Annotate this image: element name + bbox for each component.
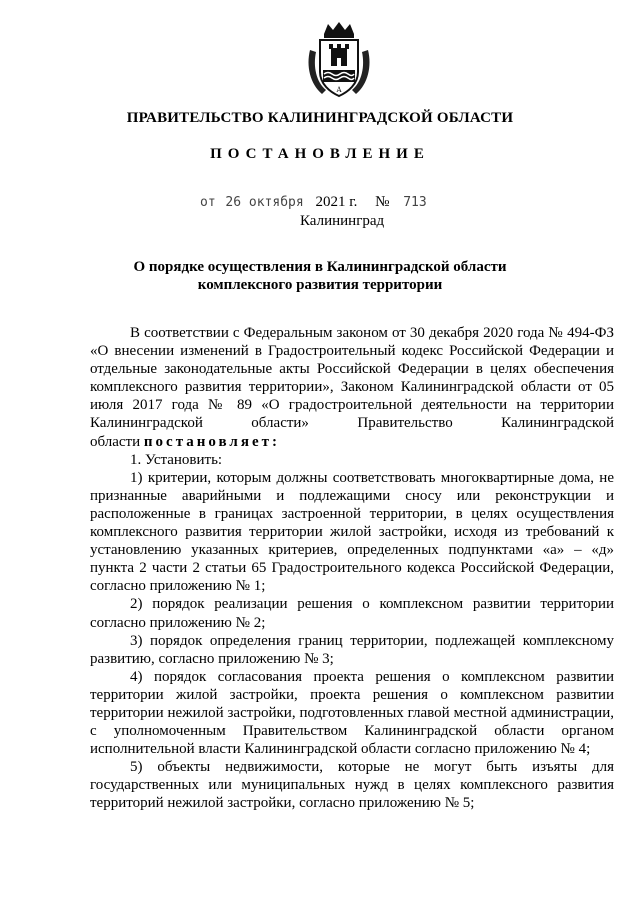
document-title	[0, 258, 640, 294]
organization-name: ПРАВИТЕЛЬСТВО КАЛИНИНГРАДСКОЙ ОБЛАСТИ	[126, 110, 514, 126]
svg-text:A: A	[336, 86, 342, 94]
title-line-1: О порядке осуществления в Калининградской области	[133, 259, 507, 275]
document-type: ПОСТАНОВЛЕНИЕ	[210, 146, 430, 162]
title-line-2: комплексного развития территории	[197, 277, 443, 293]
subitem-4: 4) порядок согласования проекта решения о комплексном развитии территории жилой застройки, проекта решения о комплексном развитии территории нежилой застройки, подготовленных главой местной администрации, с уполномоченным Правительством Калининградской области органом исполнительной власти Калининградской области согласно приложению № 4;	[90, 668, 614, 758]
city: Калининград	[300, 213, 385, 229]
number-label: №	[375, 194, 390, 210]
subitem-5: 5) объекты недвижимости, которые не могут быть изъяты для государственных или муниципальных нужд в целях комплексного развития территорий нежилой застройки, согласно приложению № 5;	[90, 759, 614, 812]
document-body	[90, 324, 614, 813]
item-1: 1. Установить:	[130, 451, 223, 468]
intro-paragraph	[90, 324, 614, 451]
date-handwritten: 26 октября	[225, 195, 304, 210]
subitem-1: 1) критерии, которым должны соответствовать многоквартирные дома, не признанные аварийными и подлежащими сносу или реконструкции и расположенные в границах застроенной территории, в целях осуществления комплексного развития территории жилой застройки, исходя из требований к установлению указанных критериев, определенных подпунктами «а» – «д» пункта 2 части 2 статьи 65 Градостроительного кодекса Российской Федерации, согласно приложению № 1;	[90, 469, 614, 595]
date-year: 2021 г.	[315, 194, 358, 210]
subitem-3: 3) порядок определения границ территории, подлежащей комплексному развитию, согласно приложению № 3;	[90, 632, 614, 667]
subitem-2: 2) порядок реализации решения о комплексном развитии территории согласно приложению № 2;	[90, 596, 614, 631]
date-prefix: от	[200, 195, 216, 210]
coat-of-arms-icon	[302, 20, 376, 98]
number-handwritten: 713	[403, 195, 427, 210]
date-number-line	[200, 194, 460, 211]
intro-text: В соответствии с Федеральным законом от 30 декабря 2020 года № 494-ФЗ «О внесении изменений в Градостроительный кодекс Российской Федерации и отдельные законодательные акты Российской Федерации в целях обеспечения комплексного развития территории», Законом Калининградской области от 05 июля 2017 года № 89 «О градостроительной деятельности на территории Калининградской области» Правительство Калининградской области	[90, 325, 614, 450]
decree-word: постановляет:	[143, 433, 280, 450]
